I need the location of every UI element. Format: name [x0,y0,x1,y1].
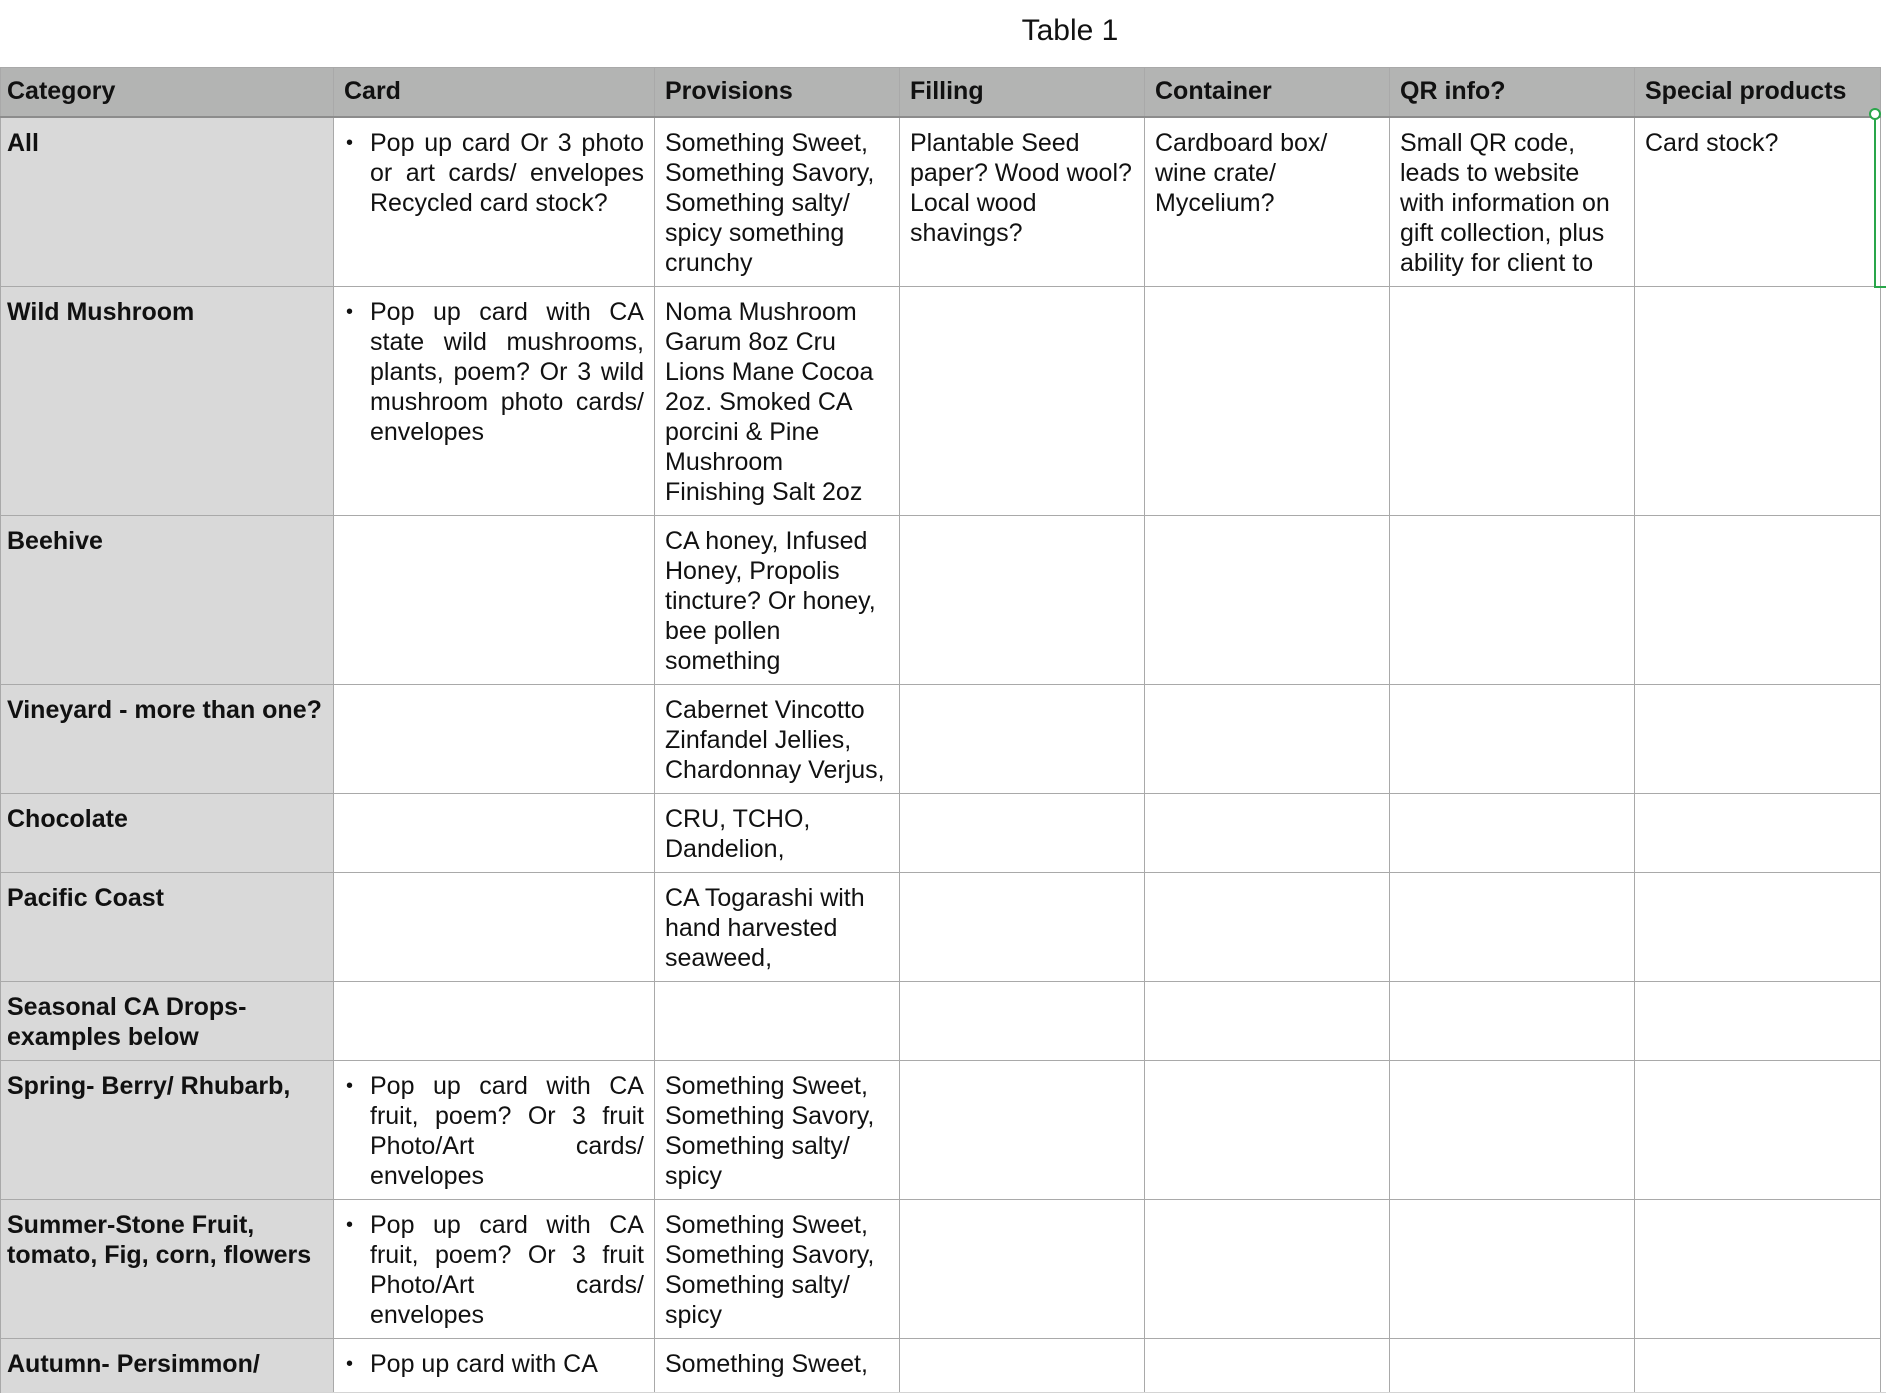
cell-provisions[interactable] [655,982,900,1061]
cell-filling[interactable] [900,287,1145,516]
column-header-provisions[interactable]: Provisions [655,68,900,118]
card-bullet-item: • Pop up card with CA fruit, poem? Or 3 fruit Photo/Art cards/ envelopes [370,1071,644,1191]
cell-container[interactable]: Cardboard box/ wine crate/ Mycelium? [1145,117,1390,287]
cell-filling[interactable] [900,1339,1145,1394]
cell-filling[interactable] [900,982,1145,1061]
cell-qr-info[interactable]: Small QR code, leads to website with information on gift collection, plus ability for client to [1390,117,1635,287]
cell-container[interactable] [1145,794,1390,873]
card-bullet-list [344,1210,644,1330]
cell-special-products[interactable] [1635,1339,1881,1394]
table-row [1,982,1881,1061]
cell-qr-info[interactable] [1390,287,1635,516]
cell-container[interactable] [1145,685,1390,794]
cell-special-products[interactable] [1635,516,1881,685]
cell-category[interactable]: Summer-Stone Fruit, tomato, Fig, corn, flowers [1,1200,334,1339]
cell-filling[interactable] [900,794,1145,873]
cell-provisions[interactable]: Noma Mushroom Garum 8oz Cru Lions Mane Cocoa 2oz. Smoked CA porcini & Pine Mushroom Finishing Salt 2oz [655,287,900,516]
cell-card[interactable] [334,1200,655,1339]
cell-container[interactable] [1145,1339,1390,1394]
cell-qr-info[interactable] [1390,873,1635,982]
column-header-container[interactable]: Container [1145,68,1390,118]
table-grid-viewport [0,67,1886,1393]
cell-qr-info[interactable] [1390,982,1635,1061]
cell-category[interactable]: All [1,117,334,287]
selection-edge [1874,119,1876,287]
cell-qr-info[interactable] [1390,1339,1635,1394]
cell-qr-info[interactable] [1390,516,1635,685]
cell-filling[interactable] [900,685,1145,794]
cell-special-products[interactable] [1635,685,1881,794]
table-bottom-edge [30,1392,1886,1393]
cell-card[interactable] [334,794,655,873]
table-row [1,1339,1881,1394]
cell-container[interactable] [1145,1061,1390,1200]
cell-qr-info[interactable] [1390,685,1635,794]
column-header-card[interactable]: Card [334,68,655,118]
cell-special-products[interactable] [1635,982,1881,1061]
cell-category[interactable]: Chocolate [1,794,334,873]
card-bullet-list [344,128,644,218]
cell-container[interactable] [1145,516,1390,685]
card-bullet-item: • Pop up card with CA state wild mushrooms, plants, poem? Or 3 wild mushroom photo cards/ envelopes [370,297,644,447]
cell-card[interactable] [334,685,655,794]
cell-category[interactable]: Pacific Coast [1,873,334,982]
cell-provisions[interactable]: CA honey, Infused Honey, Propolis tincture? Or honey, bee pollen something [655,516,900,685]
cell-qr-info[interactable] [1390,1200,1635,1339]
cell-container[interactable] [1145,287,1390,516]
cell-qr-info[interactable] [1390,1061,1635,1200]
cell-card[interactable] [334,873,655,982]
cell-special-products[interactable]: Card stock? [1635,117,1881,287]
cell-special-products[interactable] [1635,794,1881,873]
table-row [1,287,1881,516]
table-row [1,117,1881,287]
column-header-filling[interactable]: Filling [900,68,1145,118]
cell-special-products[interactable] [1635,1061,1881,1200]
table-row [1,1061,1881,1200]
cell-provisions[interactable]: Something Sweet, Something Savory, Something salty/ spicy [655,1200,900,1339]
cell-category[interactable]: Vineyard - more than one? [1,685,334,794]
table-row [1,794,1881,873]
cell-provisions[interactable]: CA Togarashi with hand harvested seaweed, [655,873,900,982]
header-row [1,68,1881,118]
cell-category[interactable]: Seasonal CA Drops- examples below [1,982,334,1061]
card-bullet-item: • Pop up card with CA [370,1349,644,1379]
cell-filling[interactable]: Plantable Seed paper? Wood wool? Local wood shavings? [900,117,1145,287]
column-header-category[interactable]: Category [1,68,334,118]
cell-card[interactable] [334,117,655,287]
table-row [1,873,1881,982]
cell-card[interactable] [334,1061,655,1200]
cell-filling[interactable] [900,516,1145,685]
table-title[interactable]: Table 1 [1021,14,1119,47]
card-bullet-list [344,1349,644,1379]
card-bullet-list [344,297,644,447]
card-bullet-list [344,1071,644,1191]
cell-container[interactable] [1145,873,1390,982]
cell-special-products[interactable] [1635,287,1881,516]
cell-category[interactable]: Autumn- Persimmon/ [1,1339,334,1394]
cell-card[interactable] [334,982,655,1061]
table-row [1,1200,1881,1339]
cell-container[interactable] [1145,982,1390,1061]
cell-provisions[interactable]: Something Sweet, Something Savory, Something salty/ spicy something crunchy [655,117,900,287]
cell-card[interactable] [334,516,655,685]
cell-filling[interactable] [900,1061,1145,1200]
cell-category[interactable]: Beehive [1,516,334,685]
card-bullet-item: • Pop up card Or 3 photo or art cards/ envelopes Recycled card stock? [370,128,644,218]
selection-corner [1874,286,1886,288]
cell-qr-info[interactable] [1390,794,1635,873]
cell-filling[interactable] [900,873,1145,982]
cell-special-products[interactable] [1635,1200,1881,1339]
table-body [1,117,1881,1393]
cell-category[interactable]: Spring- Berry/ Rhubarb, [1,1061,334,1200]
cell-provisions[interactable]: CRU, TCHO, Dandelion, [655,794,900,873]
table-row [1,685,1881,794]
cell-provisions[interactable]: Something Sweet, [655,1339,900,1394]
cell-card[interactable] [334,1339,655,1394]
card-bullet-item: • Pop up card with CA fruit, poem? Or 3 fruit Photo/Art cards/ envelopes [370,1210,644,1330]
cell-special-products[interactable] [1635,873,1881,982]
cell-card[interactable] [334,287,655,516]
column-header-qr-info[interactable]: QR info? [1390,68,1635,118]
data-table[interactable] [0,67,1881,1393]
table-row [1,516,1881,685]
cell-category[interactable]: Wild Mushroom [1,287,334,516]
column-header-special-products[interactable]: Special products [1635,68,1881,118]
cell-provisions[interactable]: Something Sweet, Something Savory, Something salty/ spicy [655,1061,900,1200]
cell-provisions[interactable]: Cabernet Vincotto Zinfandel Jellies, Chardonnay Verjus, [655,685,900,794]
cell-container[interactable] [1145,1200,1390,1339]
cell-filling[interactable] [900,1200,1145,1339]
